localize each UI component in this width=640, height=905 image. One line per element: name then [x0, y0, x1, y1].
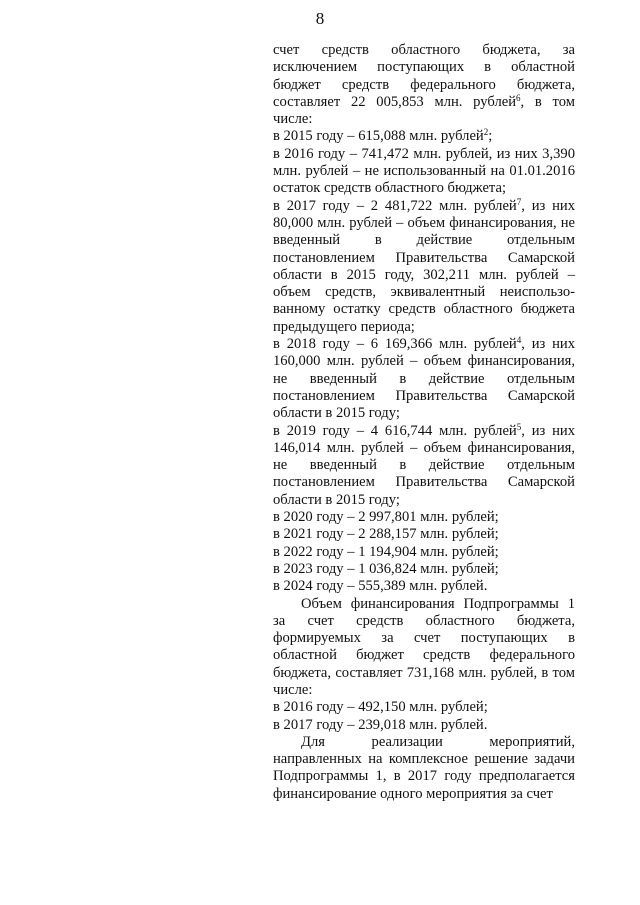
intro-text-tail: , в том числе:	[273, 93, 575, 128]
year-item-2021: в 2021 году – 2 288,157 млн. рублей;	[273, 526, 499, 543]
intro-text: счет средств областного бюджета, за исключением поступающих в областной бюджет средств федерального бюджета, составляет 22 005,853 млн. рублей	[273, 42, 575, 110]
year-item-2015: в 2015 году – 615,088 млн. рублей$^2$;	[273, 127, 493, 145]
year-item-2022: в 2022 году – 1 194,904 млн. рублей;	[273, 543, 499, 560]
footnote-ref: 4	[516, 335, 522, 346]
federal-year-item-2016: в 2016 году – 492,150 млн. рублей;	[273, 699, 488, 716]
funding-text-column	[273, 42, 575, 803]
year-item-2024: в 2024 году – 555,389 млн. рублей.	[273, 578, 488, 595]
page-number: 8	[315, 9, 325, 28]
intro-paragraph	[273, 42, 575, 128]
footnote-ref: 7	[516, 196, 522, 207]
federal-funding-paragraph: Объем финансирования Подпрограммы 1 за счет средств областного бюджета, формируемых за счет поступающих в областной бюджет средств федерального бюджета, составляет 731,168 млн. рублей, в том числе:	[273, 595, 575, 698]
year-item-2018: в 2018 году – 6 169,366 млн. рублей$^4$, из них 160,000 млн. рублей – объем финансирования, не введенный в действие отдельным постановлением Правительства Самарской области в 2015 году;	[273, 335, 575, 422]
footnote-ref: 5	[516, 421, 522, 432]
footnote-ref: 2	[483, 127, 489, 138]
year-item-2023: в 2023 году – 1 036,824 млн. рублей;	[273, 560, 499, 577]
year-item-2017: в 2017 году – 2 481,722 млн. рублей$^7$, из них 80,000 млн. рублей – объем финансирования, не введенный в действие отдельным постановлением Правительства Самарской области в 2015 году, 302,211 млн. рублей – объем средств, эквивалентный неиспользованному остатку средств областного бюджета предыдущего периода;	[273, 196, 575, 335]
year-item-2019: в 2019 году – 4 616,744 млн. рублей$^5$, из них 146,014 млн. рублей – объем финансирования, не введенный в действие отдельным постановлением Правительства Самарской области в 2015 году;	[273, 421, 575, 508]
year-item-2020: в 2020 году – 2 997,801 млн. рублей;	[273, 509, 499, 526]
year-item-2016: в 2016 году – 741,472 млн. рублей, из них 3,390 млн. рублей – не использованный на 01.01.2016 остаток средств областного бюджета;	[273, 145, 575, 197]
federal-year-item-2017: в 2017 году – 239,018 млн. рублей.	[273, 716, 488, 733]
footnote-ref: 6	[516, 92, 521, 103]
closing-paragraph: Для реализации мероприятий, направленных на комплексное решение задачи Подпрограммы 1, в 2017 году предполагается финансирование одного мероприятия за счет	[273, 733, 575, 802]
